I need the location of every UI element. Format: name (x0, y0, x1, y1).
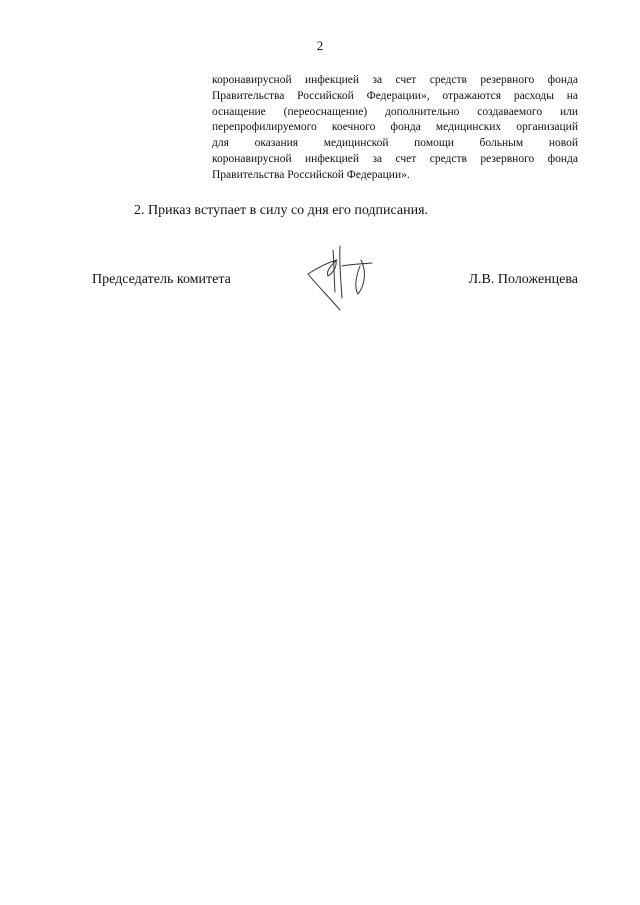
text-line: Правительства Российской Федерации». (212, 168, 410, 181)
text-line: Правительства Российской Федерации», отражаются расходы на (212, 89, 578, 102)
text-line: коронавирусной инфекцией за счет средств резервного фонда (212, 152, 578, 165)
page-number: 2 (316, 38, 324, 53)
text-line: оснащение (переоснащение) дополнительно создаваемого или (212, 105, 578, 118)
paragraph-2: 2. Приказ вступает в силу со дня его подписания. (134, 203, 429, 218)
signer-name: Л.В. Положенцева (468, 272, 578, 287)
text-line: перепрофилируемого коечного фонда медицинских организаций (212, 121, 578, 134)
signer-title: Председатель комитета (92, 272, 231, 287)
handwritten-signature-icon (304, 240, 376, 312)
text-line: коронавирусной инфекцией за счет средств резервного фонда (212, 74, 578, 86)
indented-text-block (212, 73, 578, 184)
text-line: для оказания медицинской помощи больным новой (212, 137, 578, 150)
